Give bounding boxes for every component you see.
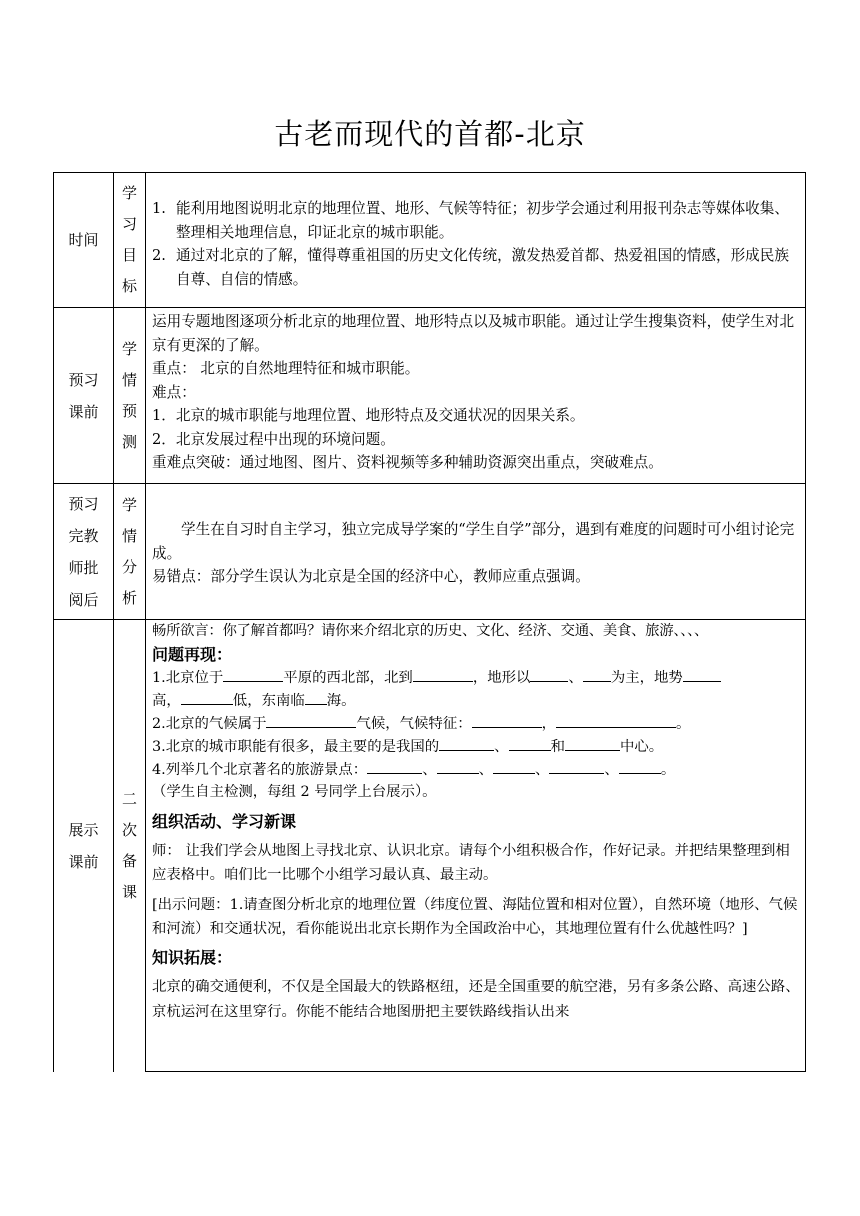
question-4: 4.列举几个北京著名的旅游景点： 、 、 、 、 。 [152,758,804,781]
heading-activities: 组织活动、学习新课 [152,812,297,831]
learning-goals-content [152,197,798,291]
second-prep-content: 畅所欲言：你了解首都吗？请你来介绍北京的历史、文化、经济、交通、美食、旅游、、、、 问题再现： 1.北京位于 平原的西北部，北到 ，地形以 、 为主，地势 高， 低，东南临 海。 2.北京的气候属于 气候，气候特征： ， 。 3.北京的城市职能有很多，最主要的是我国的 、 和 中心。 4.列举几个北京著名的旅游景点： 、 、 、 、 。 （学生自主检测，每组 2 号同学上台展示）。 组织活动、学习新课 师： 让我们学会从地图上寻找北京、认识北京。请每个小组积极合作，作好记录。并把结果整理到相应表格中。咱们比一比哪个小组学习最认真、最主动。 [出示问题：1.请查图分析北京的地理位置（纬度位置、海陆位置和相对位置），自然环境（地形、气候和河流）和交通状况，看你能说出北京长期作为全国政治中心，其地理位置有什么优越性吗？] 知识拓展： 北京的确交通便利，不仅是全国最大的铁路枢纽，还是全国重要的航空港，另有多条公路、高速公路、京杭运河在这里穿行。你能不能结合地图册把主要铁路线指认出来 [152,620,804,1025]
goal-item: 2. 通过对北京的了解，懂得尊重祖国的历史文化传统，激发热爱首都、热爱祖国的情感，形成民族自尊、自信的情感。 [152,247,789,288]
row-label-display: 展示 课前 [68,820,99,871]
page-title: 古老而现代的首都-北京 [274,117,586,151]
row-sublabel-second-prep: 二 次 备 课 [121,789,137,901]
question-2: 2.北京的气候属于 气候，气候特征： ， 。 [152,712,804,735]
row-label-after-review: 预习 完教 师批 阅后 [68,494,99,609]
analysis-content: 学生在自习时自主学习，独立完成导学案的“学生自学”部分，遇到有难度的问题时可小组讨论完成。 易错点：部分学生误认为北京是全国的经济中心，教师应重点强调。 [152,521,795,585]
heading-problem-recap: 问题再现： [152,645,233,664]
row-label-preview: 预习 课前 [68,370,99,421]
row-sublabel-analysis: 学 情 分 析 [121,495,137,607]
row-label-time: 时间 [68,231,99,249]
row-sublabel-prediction: 学 情 预 测 [121,339,137,451]
goal-item: 1. 能利用地图说明北京的地理位置、地形、气候等特征；初步学会通过利用报刊杂志等媒体收集、整理相关地理信息，印证北京的城市职能。 [152,200,789,241]
heading-expansion: 知识拓展： [152,948,233,967]
question-1: 1.北京位于 平原的西北部，北到 ，地形以 、 为主，地势 高， 低，东南临 海。 [152,666,804,712]
question-3: 3.北京的城市职能有很多，最主要的是我国的 、 和 中心。 [152,735,804,758]
prediction-content: 运用专题地图逐项分析北京的地理位置、地形特点以及城市职能。通过让学生搜集资料，使学生对北京有更深的了解。 重点： 北京的自然地理特征和城市职能。 难点： 1．北京的城市职能与地理位置、地形特点及交通状况的因果关系。 2．北京发展过程中出现的环境问题。 重难点突破：通过地图、图片、资料视频等多种辅助资源突出重点，突破难点。 [152,313,795,471]
row-sublabel-learning-goals: 学 习 目 标 [121,184,137,295]
